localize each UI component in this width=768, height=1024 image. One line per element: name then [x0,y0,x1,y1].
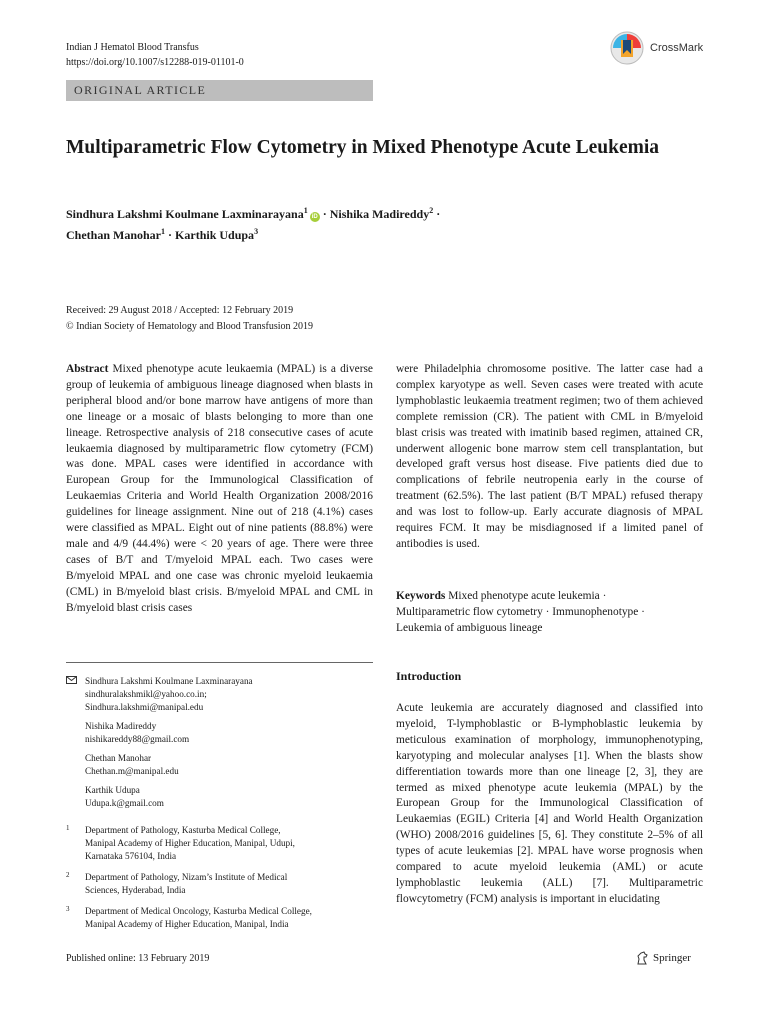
author-name[interactable]: Karthik Udupa [175,228,255,242]
affiliation-line: Manipal Academy of Higher Education, Manipal, India [85,919,289,929]
keyword-line: Leukemia of ambiguous lineage [396,621,543,634]
envelope-icon [66,676,77,684]
affiliation-line: Manipal Academy of Higher Education, Manipal, Udupi, [85,838,295,848]
journal-name: Indian J Hematol Blood Transfus [66,42,199,53]
affiliation-line: Karnataka 576104, India [85,851,177,861]
introduction-heading: Introduction [396,669,462,683]
contact-name: Sindhura Lakshmi Koulmane Laxminarayana [85,676,253,686]
contact-email[interactable]: Chethan.m@manipal.edu [85,766,179,776]
author-name[interactable]: Nishika Madireddy [329,207,430,221]
contact-email[interactable]: sindhuralakshmikl@yahoo.co.in; [85,689,207,699]
publisher-name: Springer [653,952,691,964]
affiliation-line: Sciences, Hyderabad, India [85,885,186,895]
crossmark-badge[interactable] [610,28,720,68]
author-affil-num: 1 [303,206,308,215]
contact-name: Karthik Udupa [85,785,140,795]
article-dates [66,303,313,335]
springer-horse-icon [635,951,649,965]
author-affil-num: 1 [161,227,166,236]
contact-entry [66,720,373,746]
contact-entry [66,784,373,810]
affiliation [66,824,373,863]
abstract-label: Abstract [66,363,109,375]
abstract-left [66,362,373,617]
keyword-line: Multiparametric flow cytometry · Immunophenotype · [396,605,645,618]
abstract-right: were Philadelphia chromosome positive. The latter case had a complex karyotype as well. Seven cases were treated with acute lymphoblastic leukaemia treatment regimen; two of them achieved complete remission (CR). The patient with CML in B/myeloid blast crisis was treated with imatinib based regimen, attained CR, underwent allogenic bone marrow stem cell transplantation, but developed graft versus host disease. Five patients died due to complications of febrile neutropenia early in the course of treatment (62.5%). The last patient (B/T MPAL) refused therapy and was lost to follow-up. Early accurate diagnosis of MPAL requires FCM. It may be misdiagnosed if a limited panel of antibodies is used. [396,363,703,550]
author-affil-num: 3 [254,227,259,236]
crossmark-label: CrossMark [650,42,704,54]
crossmark-icon [610,31,644,65]
article-type-banner: ORIGINAL ARTICLE [66,80,373,101]
author-name[interactable]: Sindhura Lakshmi Koulmane Laxminarayana [66,207,304,221]
contact-entry [66,675,373,714]
copyright: © Indian Society of Hematology and Blood Transfusion 2019 [66,321,314,332]
doi-link[interactable]: https://doi.org/10.1007/s12288-019-01101-0 [66,57,244,68]
correspondence-block [66,675,373,931]
author-list: Sindhura Lakshmi Koulmane Laxminarayana$^1$iD · Nishika Madireddy$^2$ · Chethan Manohar$^1$ · Karthik Udupa$^3$ [66,206,441,242]
affiliation-number: 1 [66,824,70,832]
contact-name: Nishika Madireddy [85,721,157,731]
affiliation-number: 2 [66,871,70,879]
footnote-divider [66,662,373,663]
author-name[interactable]: Chethan Manohar [66,228,162,242]
affiliation-line: Department of Medical Oncology, Kasturba Medical College, [85,906,312,916]
introduction-text: Acute leukemia are accurately diagnosed and classified into myeloid, T-lymphoblastic or B-lymphoblastic leukemia by meticulous examination of morphology, immunophenotyping, karyotyping and molecular analyses [1]. When the blasts show differentiation towards more than one lineage [2, 3], they are termed as mixed phenotype acute leukemia (MPAL) by the European Group for the Immunological Classification of Leukaemias (EGIL) Criteria [4] and World Health Organization (WHO) 2008/2016 guidelines [5, 6]. They constitute 2–5% of all types of acute leukemias [2]. MPAL have worse prognosis when compared to acute myeloid leukemia (AML) or acute lymphoblastic leukemia (ALL) [7]. Multiparametric flowcytometry (FCM) analysis is important in elucidating [396,702,703,905]
abstract-text: Mixed phenotype acute leukaemia (MPAL) is a diverse group of leukemia of ambiguous lineage diagnosed when blasts in peripheral blood and/or bone marrow have antigens of more than one lineage or a mosaic of blasts belonging to more than one lineage. Retrospective analysis of 218 consecutive cases of acute leukaemia diagnosed by multiparametric flow cytometry (FCM) was done. MPAL cases were identified in accordance with European Group for the Immunological Classification of Leukaemias Criteria and World Health Organization 2008/2016 guidelines for lineage assignment. Nine out of 218 (4.1%) cases were classified as MPAL. Eight out of nine patients (88.8%) were male and 4/9 (44.4%) were < 20 years of age. There were three cases of B/T and T/myeloid MPAL each. Two cases were B/myeloid MPAL and one case was chronic myeloid leukaemia (CML) in B/myeloid blast crisis. B/myeloid MPAL and CML in B/myeloid blast crisis cases [66,363,373,614]
author-affil-num: 2 [429,206,434,215]
keyword-line: Mixed phenotype acute leukemia · [448,590,607,602]
journal-header [66,40,244,70]
affiliation [66,871,373,897]
affiliation-line: Department of Pathology, Nizam’s Institute of Medical [85,872,288,882]
affiliation [66,905,373,931]
contact-entry [66,752,373,778]
affiliation-number: 3 [66,905,70,913]
affiliation-line: Department of Pathology, Kasturba Medical College, [85,825,281,835]
orcid-icon[interactable]: iD [311,214,318,220]
article-title: Multiparametric Flow Cytometry in Mixed Phenotype Acute Leukemia [66,137,660,158]
published-date: Published online: 13 February 2019 [66,953,210,964]
contact-email[interactable]: Udupa.k@gmail.com [85,798,164,808]
publisher-logo [635,951,691,965]
received-accepted: Received: 29 August 2018 / Accepted: 12 February 2019 [66,305,294,316]
keywords [396,589,703,637]
keywords-label: Keywords [396,590,446,602]
contact-email[interactable]: nishikareddy88@gmail.com [85,734,190,744]
contact-name: Chethan Manohar [85,753,152,763]
contact-email[interactable]: Sindhura.lakshmi@manipal.edu [85,702,204,712]
